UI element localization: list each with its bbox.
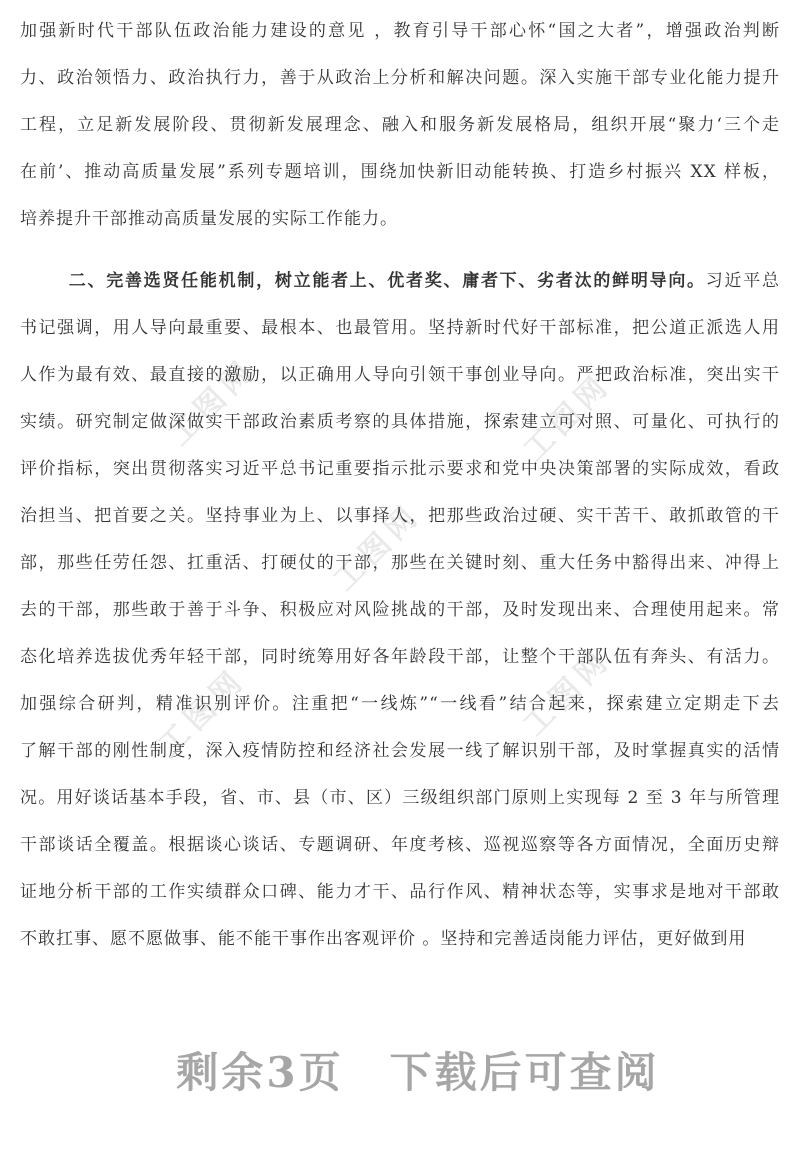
text-line: 在前’、推动高质量发展”系列专题培训，围绕加快新旧动能转换、打造乡村振兴 XX 样板，: [20, 162, 780, 182]
text-line: 人作为最有效、最直接的激励，以正确用人导向引领干事创业导向。严把政治标准，突出实干: [20, 365, 780, 385]
paragraph-2: [20, 258, 780, 963]
watermark-text: 工图网: [161, 351, 264, 454]
text-line: 力、政治领悟力、政治执行力，善于从政治上分析和解决问题。深入实施干部专业化能力提升: [20, 68, 780, 88]
text-line: 实绩。研究制定做深做实干部政治素质考察的具体措施，探索建立可对照、可量化、可执行的: [20, 412, 780, 432]
text-line: 部，那些任劳任怨、扛重活、打硬仗的干部，那些在关键时刻、重大任务中豁得出来、冲得上: [20, 553, 780, 573]
watermark-text: 工图网: [151, 661, 254, 764]
text-line: 干部谈话全覆盖。根据谈心谈话、专题调研、年度考核、巡视巡察等各方面情况，全面历史辩: [20, 835, 780, 855]
text-line: 证地分析干部的工作实绩群众口碑、能力才干、品行作风、精神状态等，实事求是地对干部敢: [20, 882, 780, 902]
text-line: 工程，立足新发展阶段、贯彻新发展理念、融入和服务新发展格局，组织开展“聚力‘三个走: [20, 115, 780, 135]
text-line: 治担当、把首要之关。坚持事业为上、以事择人，把那些政治过硬、实干苦干、敢抓敢管的干: [20, 506, 780, 526]
text-line: 不敢扛事、愿不愿做事、能不能干事作出客观评价 。坚持和完善适岗能力评估，更好做到用: [20, 929, 747, 949]
text-line: 去的干部，那些敢于善于斗争、积极应对风险挑战的干部，及时发现出来、合理使用起来。常: [20, 600, 780, 620]
text-line: 况。用好谈话基本手段，省、市、县（市、区）三级组织部门原则上实现每 2 至 3 年与所管理: [20, 788, 780, 808]
text-line: 了解干部的刚性制度，深入疫情防控和经济社会发展一线了解识别干部，及时掌握真实的活情: [20, 741, 780, 761]
text-line: 加强综合研判，精准识别评价。注重把“一线炼”“一线看”结合起来，探索建立定期走下去: [20, 694, 780, 714]
text-line: 加强新时代干部队伍政治能力建设的意见 ，教育引导干部心怀“国之大者”，增强政治判断: [20, 21, 780, 41]
lead-rest-text: 习近平总: [705, 271, 780, 291]
text-line: 书记强调，用人导向最重要、最根本、也最管用。坚持新时代好干部标准，把公道正派选人用: [20, 318, 780, 338]
bold-lead-sentence: 二、完善选贤任能机制，树立能者上、优者奖、庸者下、劣者汰的鲜明导向。: [68, 271, 706, 291]
text-line: 态化培养选拔优秀年轻干部，同时统筹用好各年龄段干部，让整个干部队伍有奔头、有活力。: [20, 647, 780, 667]
remaining-pages-text: 剩余3页: [176, 1048, 344, 1097]
watermark-text: 工图网: [516, 366, 619, 469]
text-line: [20, 258, 780, 305]
pages-remaining-banner: [18, 1040, 800, 1100]
text-line: 评价指标，突出贯彻落实习近平总书记重要指示批示要求和党中央决策部署的实际成效，看政: [20, 459, 780, 479]
watermark-text: 工图网: [326, 496, 429, 599]
text-line: 培养提升干部推动高质量发展的实际工作能力。: [20, 209, 398, 229]
document-content: [20, 8, 780, 963]
paragraph-2-body: [20, 305, 780, 963]
paragraph-1: [20, 8, 780, 243]
download-hint-text: 下载后可查阅: [389, 1048, 660, 1097]
watermark-text: 工图网: [516, 641, 619, 744]
